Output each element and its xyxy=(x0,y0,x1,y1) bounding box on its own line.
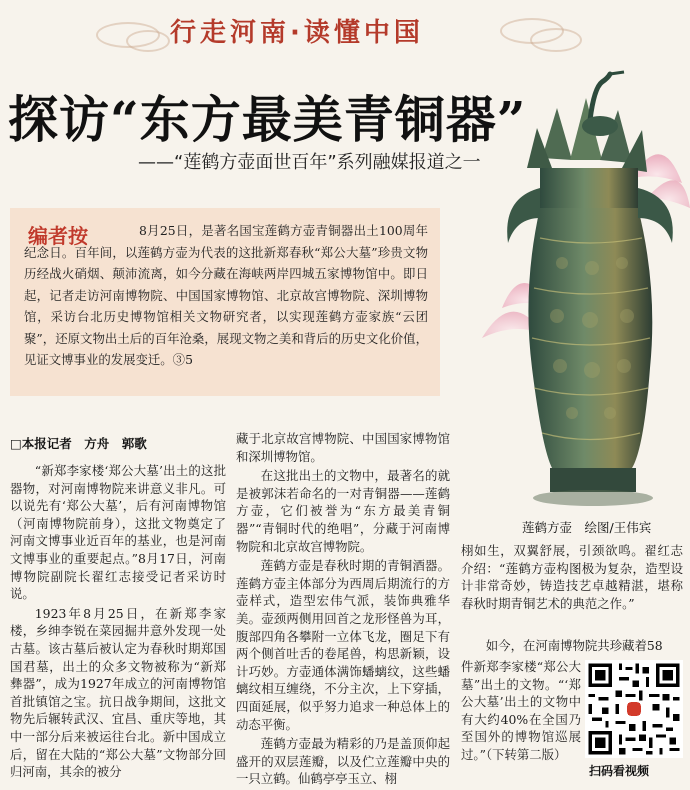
lotus-crane-vessel-illustration xyxy=(482,68,690,508)
section-banner xyxy=(0,0,690,62)
headline: 探访“东方最美青铜器” xyxy=(8,90,527,149)
section-title: 行走河南·读懂中国 xyxy=(170,18,424,48)
article-column-3 xyxy=(461,542,683,614)
paragraph: 莲鹤方壶最为精彩的乃是盖顶仰起盛开的双层莲瓣，以及伫立莲瓣中央的一只立鹤。仙鹤亭亭玉立、栩 xyxy=(236,736,450,787)
article-column-1 xyxy=(10,462,226,783)
article-column-3-continued xyxy=(461,637,683,657)
paragraph: “新郑李家楼‘郑公大墓’出土的这批器物，对河南博物院来讲意义非凡。可以说先有‘郑公大墓’，后有河南博物馆（河南博物院前身），这批文物奠定了河南文博事业近百年的基业，也是河南文博事业的重要起点。”8月17日，河南博物院副院长翟红志接受记者采访时说。 xyxy=(10,463,226,602)
subtitle: ——“莲鹤方壶面世百年”系列融媒报道之一 xyxy=(138,152,481,173)
editor-note xyxy=(10,208,440,396)
qr-code[interactable] xyxy=(585,660,683,758)
paragraph: 莲鹤方壶是春秋时期的青铜酒器。莲鹤方壶主体部分为西周后期流行的方壶样式，造型宏伟气派，装饰典雅华美。壶颈两侧用回首之龙形怪兽为耳，腹部四角各攀附一立体飞龙，圈足下有两个侧首吐舌的卷尾兽，构思新颖，设计巧妙。方壶通体满饰蟠螭纹，这些蟠螭纹相互缠绕，不分主次，上下穿插，四面延展，似乎努力追求一种总体上的动态平衡。 xyxy=(236,558,450,732)
image-caption: 莲鹤方壶 绘图/王伟宾 xyxy=(522,520,652,535)
editor-note-text: 8月25日，是著名国宝莲鹤方壶青铜器出土100周年纪念日。百年间，以莲鹤方壶为代表的这批新郑春秋“郑公大墓”珍贵文物历经战火硝烟、颠沛流离，如今分藏在海峡两岸四城五家博物馆中。即日起，记者走访河南博物院、中国国家博物馆、北京故宫博物院、深圳博物馆，采访台北历史博物馆相关文物研究者，以实现莲鹤方壶家族“云团聚”，还原文物出土后的百年沧桑，展现文物之美和背后的历史文化价值，见证文博事业的发展变迁。③5 xyxy=(24,223,428,367)
article-column-3-narrow xyxy=(461,658,581,766)
paragraph: 栩如生，双翼舒展，引颈欲鸣。翟红志介绍：“莲鹤方壶构图极为复杂，造型设计非常奇妙，铸造技艺卓越精湛，堪称春秋时期青铜艺术的典范之作。” xyxy=(461,543,683,611)
byline: □本报记者 方舟 郭歌 xyxy=(10,436,147,451)
paragraph: 件新郑李家楼“郑公大墓”出土的文物。“‘郑公大墓’出土的文物中有大约40%在全国乃至国外的博物馆巡展过。”（下转第二版） xyxy=(461,659,581,762)
paragraph: 1923年8月25日，在新郑李家楼，乡绅李锐在菜园掘井意外发现一处古墓。该古墓后被认定为春秋时期郑国国君墓，出土的众多文物被称为“新郑彝器”，成为1927年成立的河南博物馆首批镇馆之宝。抗日战争期间，这批文物先后辗转武汉、宜昌、重庆等地，其中一部分后来被运往台北。新中国成立后，留在大陆的“郑公大墓”文物部分回归河南，其余的被分 xyxy=(10,605,226,780)
paragraph: 如今，在河南博物院共珍藏着58 xyxy=(485,638,663,653)
editor-note-label: 编者按 xyxy=(28,224,88,248)
qr-caption: 扫码看视频 xyxy=(589,764,650,778)
paragraph: 藏于北京故宫博物院、中国国家博物馆和深圳博物馆。 xyxy=(236,431,450,464)
article-column-2 xyxy=(236,430,450,790)
paragraph: 在这批出土的文物中，最著名的就是被郭沫若命名的一对青铜器——莲鹤方壶，它们被誉为“东方最美青铜器”“青铜时代的绝唱”，分藏于河南博物院和北京故宫博物院。 xyxy=(236,468,450,554)
